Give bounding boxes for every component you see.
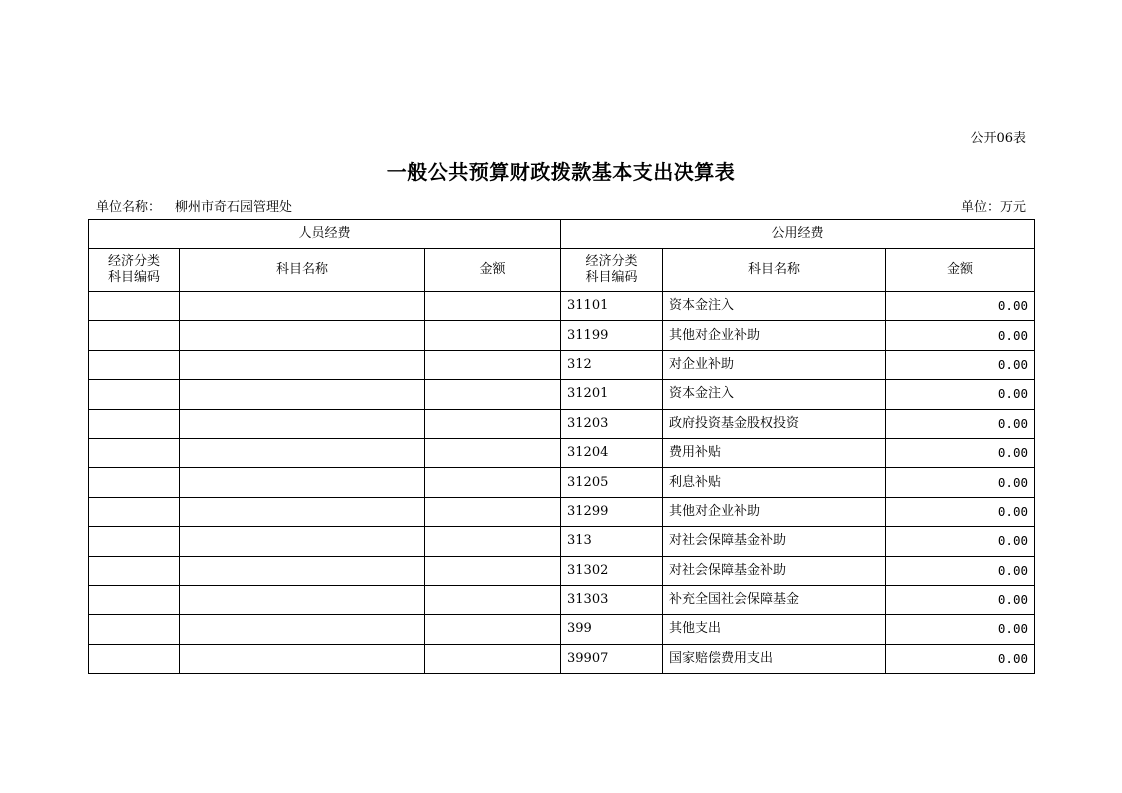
personnel-amount-cell [425, 350, 561, 379]
public-name-cell: 对企业补助 [663, 350, 886, 379]
unit-name-label: 单位名称： [96, 200, 162, 215]
table-row [89, 380, 1035, 409]
personnel-amount-cell [425, 321, 561, 350]
public-code-cell: 31302 [561, 556, 663, 585]
personnel-amount-cell [425, 527, 561, 556]
table-row [89, 292, 1035, 321]
personnel-name-cell [180, 497, 425, 526]
personnel-amount-cell [425, 644, 561, 673]
personnel-code-cell [89, 438, 180, 467]
personnel-code-cell [89, 321, 180, 350]
public-amount-cell: 0.00 [886, 527, 1035, 556]
personnel-name-cell [180, 321, 425, 350]
personnel-name-cell [180, 556, 425, 585]
table-row [89, 585, 1035, 614]
personnel-code-cell [89, 292, 180, 321]
personnel-amount-cell [425, 292, 561, 321]
personnel-code-cell [89, 468, 180, 497]
personnel-amount-cell [425, 380, 561, 409]
personnel-name-header: 科目名称 [180, 249, 425, 292]
table-row [89, 438, 1035, 467]
public-name-cell: 对社会保障基金补助 [663, 527, 886, 556]
personnel-amount-cell [425, 468, 561, 497]
public-amount-cell: 0.00 [886, 438, 1035, 467]
table-row [89, 409, 1035, 438]
public-name-cell: 政府投资基金股权投资 [663, 409, 886, 438]
personnel-amount-cell [425, 438, 561, 467]
public-code-cell: 31201 [561, 380, 663, 409]
table-row [89, 321, 1035, 350]
public-name-header: 科目名称 [663, 249, 886, 292]
public-name-cell: 利息补贴 [663, 468, 886, 497]
table-row [89, 556, 1035, 585]
table-row [89, 615, 1035, 644]
public-amount-cell: 0.00 [886, 380, 1035, 409]
personnel-name-cell [180, 527, 425, 556]
public-amount-cell: 0.00 [886, 556, 1035, 585]
public-amount-cell: 0.00 [886, 292, 1035, 321]
public-code-cell: 31203 [561, 409, 663, 438]
personnel-code-cell [89, 527, 180, 556]
public-amount-cell: 0.00 [886, 321, 1035, 350]
public-code-cell: 31101 [561, 292, 663, 321]
section-header-row [89, 220, 1035, 249]
public-amount-cell: 0.00 [886, 350, 1035, 379]
personnel-name-cell [180, 468, 425, 497]
table-row [89, 527, 1035, 556]
public-amount-cell: 0.00 [886, 468, 1035, 497]
public-amount-cell: 0.00 [886, 497, 1035, 526]
personnel-name-cell [180, 292, 425, 321]
public-name-cell: 资本金注入 [663, 380, 886, 409]
budget-table [88, 219, 1035, 674]
personnel-name-cell [180, 438, 425, 467]
table-row [89, 350, 1035, 379]
personnel-code-cell [89, 585, 180, 614]
public-name-cell: 费用补贴 [663, 438, 886, 467]
personnel-name-cell [180, 380, 425, 409]
public-name-cell: 国家赔偿费用支出 [663, 644, 886, 673]
personnel-code-cell [89, 350, 180, 379]
public-amount-header: 金额 [886, 249, 1035, 292]
page-title: 一般公共预算财政拨款基本支出决算表 [386, 160, 736, 184]
table-row [89, 497, 1035, 526]
public-code-cell: 31199 [561, 321, 663, 350]
public-code-cell: 31299 [561, 497, 663, 526]
unit-name-value: 柳州市奇石园管理处 [175, 200, 293, 215]
personnel-name-cell [180, 585, 425, 614]
public-amount-cell: 0.00 [886, 644, 1035, 673]
public-name-cell: 对社会保障基金补助 [663, 556, 886, 585]
public-code-cell: 313 [561, 527, 663, 556]
personnel-code-header: 经济分类 科目编码 [89, 249, 180, 292]
personnel-code-cell [89, 556, 180, 585]
public-amount-cell: 0.00 [886, 409, 1035, 438]
public-name-cell: 其他支出 [663, 615, 886, 644]
personnel-name-cell [180, 644, 425, 673]
table-row [89, 468, 1035, 497]
section-personnel: 人员经费 [89, 220, 561, 249]
public-amount-cell: 0.00 [886, 615, 1035, 644]
public-amount-cell: 0.00 [886, 585, 1035, 614]
public-code-cell: 31303 [561, 585, 663, 614]
personnel-amount-cell [425, 585, 561, 614]
personnel-code-cell [89, 380, 180, 409]
public-code-cell: 312 [561, 350, 663, 379]
personnel-amount-cell [425, 615, 561, 644]
public-code-cell: 31204 [561, 438, 663, 467]
personnel-amount-cell [425, 409, 561, 438]
public-code-header: 经济分类 科目编码 [561, 249, 663, 292]
personnel-amount-cell [425, 497, 561, 526]
personnel-amount-cell [425, 556, 561, 585]
public-code-cell: 39907 [561, 644, 663, 673]
unit-measure: 单位：万元 [960, 200, 1026, 215]
personnel-code-cell [89, 615, 180, 644]
personnel-name-cell [180, 350, 425, 379]
public-name-cell: 资本金注入 [663, 292, 886, 321]
section-public: 公用经费 [561, 220, 1035, 249]
personnel-amount-header: 金额 [425, 249, 561, 292]
public-name-cell: 其他对企业补助 [663, 497, 886, 526]
personnel-code-cell [89, 644, 180, 673]
public-code-cell: 31205 [561, 468, 663, 497]
personnel-code-cell [89, 497, 180, 526]
public-code-cell: 399 [561, 615, 663, 644]
public-name-cell: 补充全国社会保障基金 [663, 585, 886, 614]
form-code: 公开06表 [970, 131, 1026, 146]
public-name-cell: 其他对企业补助 [663, 321, 886, 350]
table-row [89, 644, 1035, 673]
column-header-row [89, 249, 1035, 292]
unit-name-line [96, 196, 292, 215]
personnel-code-cell [89, 409, 180, 438]
personnel-name-cell [180, 409, 425, 438]
personnel-name-cell [180, 615, 425, 644]
